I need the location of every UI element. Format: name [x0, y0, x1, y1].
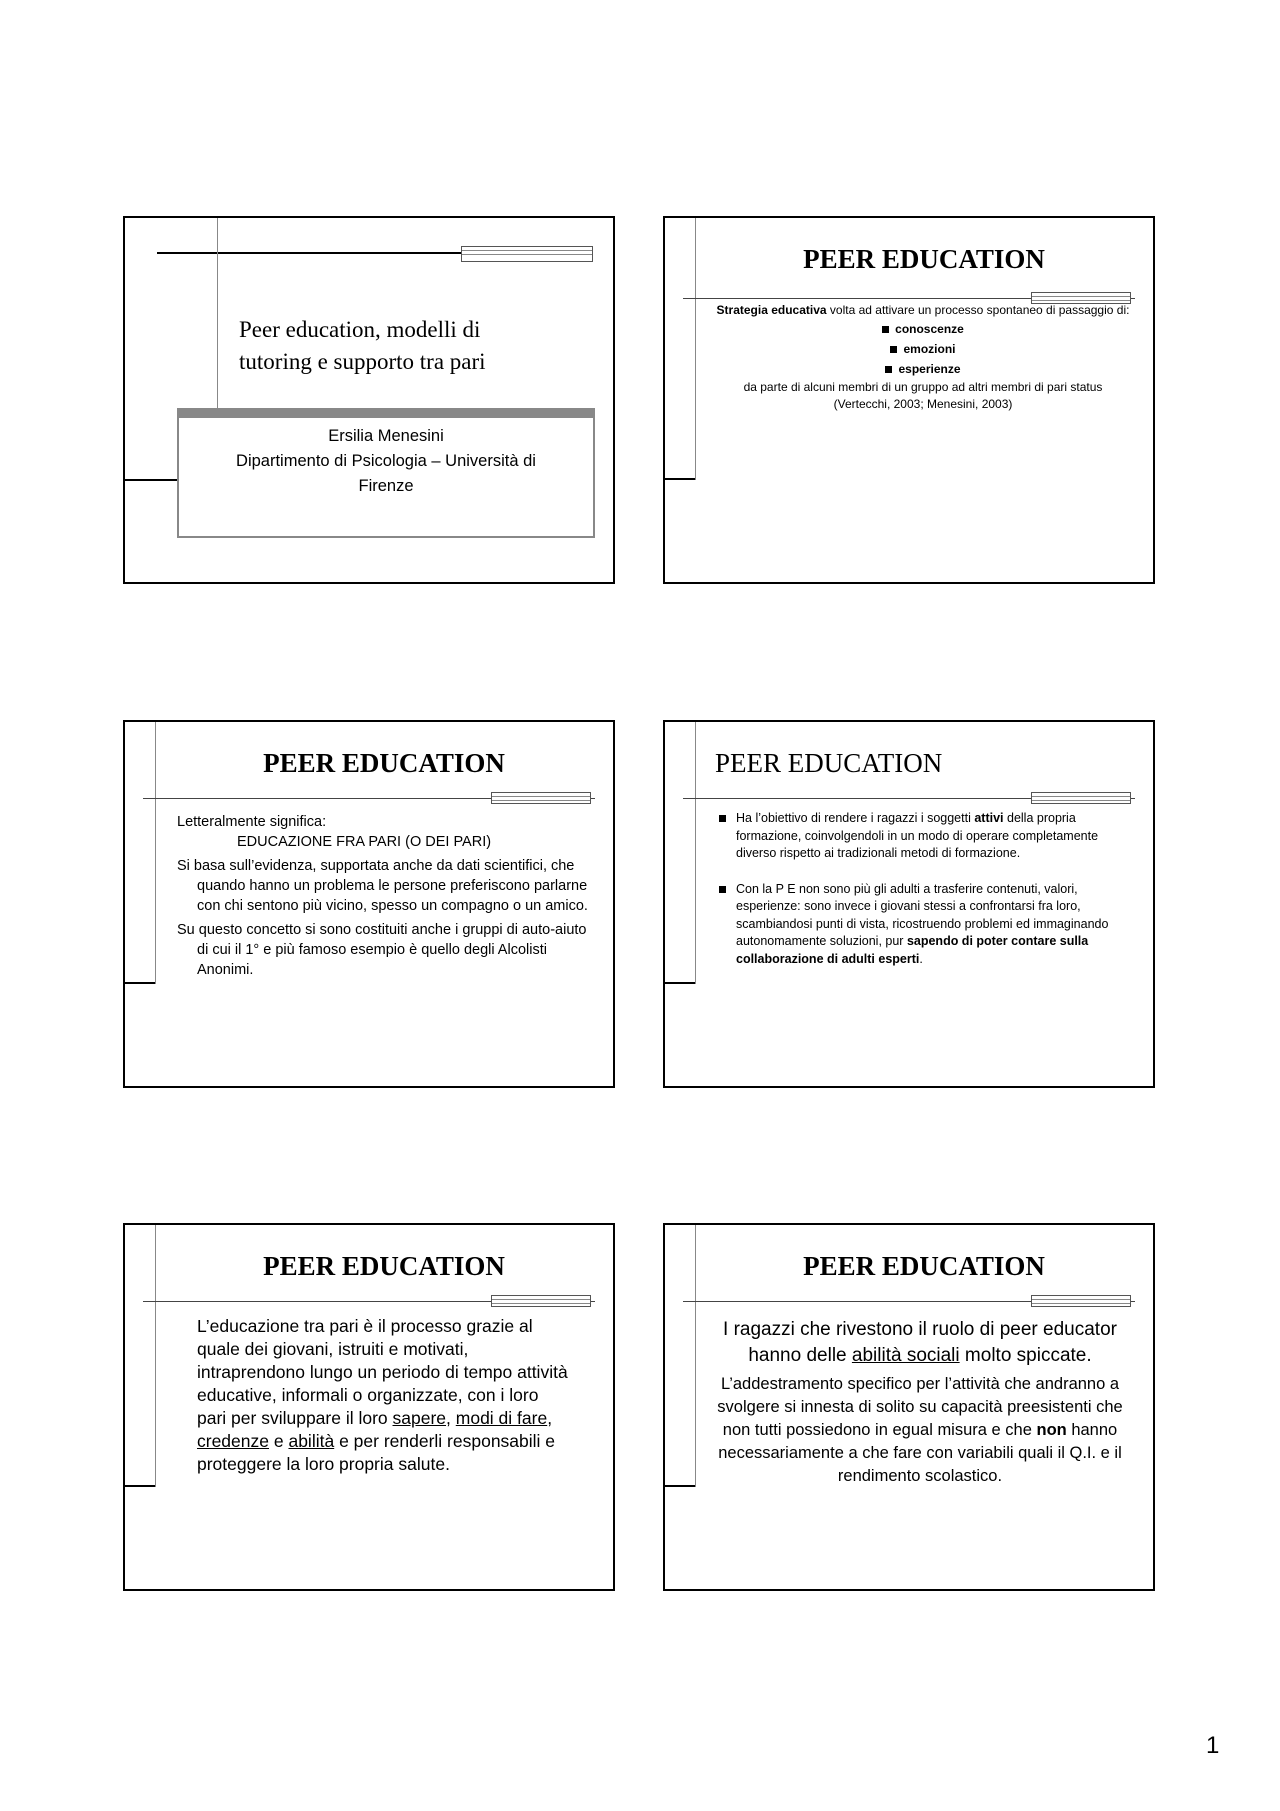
slide5-deco-bar — [491, 1295, 591, 1307]
slide3-notch — [125, 982, 155, 984]
slide2-bullet-text: emozioni — [903, 342, 956, 356]
slide5-t2: , — [446, 1408, 456, 1428]
slide3-line2: EDUCAZIONE FRA PARI (O DEI PARI) — [237, 834, 492, 850]
slide-1 — [123, 216, 615, 584]
slide1-author-box — [177, 408, 595, 538]
slide1-author: Ersilia Menesini — [328, 427, 444, 445]
slide4-body — [719, 810, 1127, 986]
slide-3 — [123, 720, 615, 1088]
slide1-title-line1: Peer education, modelli di — [239, 317, 481, 342]
slide4-b1-pre: Ha l’obiettivo di rendere i ragazzi i soggetti — [736, 811, 975, 825]
slide4-bullet-2 — [719, 881, 1127, 969]
slide1-deco-bar — [461, 246, 593, 262]
slide2-title: PEER EDUCATION — [803, 244, 1045, 274]
slide6-p2-pre: L’addestramento specifico per l’attività che andranno a svolgere si innesta di solito su capacità preesistenti che non tutti possiedono in egual misura e che — [717, 1375, 1123, 1439]
slide3-title: PEER EDUCATION — [263, 748, 505, 778]
slide4-b2-pre: Con la P E non sono più gli adulti a trasferire contenuti, valori, esperienze: sono invece i giovani stessi a confrontarsi fra loro, scambiandosi punti di vista, ricostruendo problemi ed immaginando autonomamente soluzioni, pur — [736, 881, 1109, 948]
slide5-t4: e — [269, 1431, 289, 1451]
slide4-title: PEER EDUCATION — [715, 748, 943, 778]
slide1-title — [239, 314, 486, 378]
slide3-line1: Letteralmente significa: — [177, 814, 327, 830]
slide5-title: PEER EDUCATION — [263, 1251, 505, 1281]
slide6-p1-pre: I ragazzi che rivestono il ruolo di peer educator hanno delle — [723, 1319, 1117, 1366]
slide6-p2-bold: non — [1036, 1421, 1067, 1439]
square-bullet-icon — [719, 815, 726, 822]
slide4-b2-post: . — [919, 951, 923, 966]
slide2-intro-bold: Strategia educativa — [716, 303, 827, 317]
slide5-u4: abilità — [288, 1431, 335, 1451]
slide1-vline — [217, 218, 218, 410]
slide2-bullet — [703, 319, 1143, 339]
slide6-body — [709, 1317, 1131, 1488]
slide4-b1-post: della propria formazione, coinvolgendoli in un modo di operare completamente diverso rispetto ai tradizionali metodi di formazione. — [736, 811, 1099, 860]
slide3-body — [177, 812, 593, 980]
slide4-deco-bar — [1031, 792, 1131, 804]
slide1-notch — [125, 479, 177, 481]
slide3-para1: Si basa sull’evidenza, supportata anche da dati scientifici, che quando hanno un problema le persone preferiscono parlarne con chi sentono più vicino, spesso un compagno o un amico. — [177, 858, 588, 914]
slide5-t1: L’educazione tra pari è il processo grazie al quale dei giovani, istruiti e motivati, intraprendono lungo un periodo di tempo attività educative, informali o organizzate, con i loro pari per sviluppare il loro — [197, 1316, 568, 1428]
slide2-intro-rest: volta ad attivare un processo spontaneo di passaggio di: — [826, 303, 1130, 317]
square-bullet-icon — [885, 366, 892, 373]
slide6-para1 — [709, 1317, 1131, 1369]
slide6-title: PEER EDUCATION — [803, 1251, 1045, 1281]
slide4-b2-bold: sapendo di poter contare sulla collaborazione di adulti esperti — [736, 934, 1089, 966]
slide5-t5: e per renderli responsabili e proteggere la loro propria salute. — [197, 1431, 556, 1474]
slide4-b1-bold: attivi — [974, 811, 1004, 825]
slide5-notch — [125, 1485, 155, 1487]
slide6-deco-bar — [1031, 1295, 1131, 1307]
square-bullet-icon — [882, 326, 889, 333]
slide4-bullet-1 — [719, 810, 1127, 863]
square-bullet-icon — [719, 886, 726, 893]
slide5-body — [197, 1315, 571, 1476]
slide-6 — [663, 1223, 1155, 1591]
slide5-text — [197, 1315, 571, 1476]
slide2-bullet-text: esperienze — [898, 362, 961, 376]
slide-4 — [663, 720, 1155, 1088]
slide3-para2: Su questo concetto si sono costituiti anche i gruppi di auto-aiuto di cui il 1° e più famoso esempio è quello degli Alcolisti Anonimi. — [177, 922, 587, 978]
slide4-notch — [665, 982, 695, 984]
slide4-bullet-2-text — [736, 881, 1127, 969]
slide2-closing: da parte di alcuni membri di un gruppo ad altri membri di pari status (Vertecchi, 2003; Menesini, 2003) — [743, 380, 1103, 411]
slide1-title-line2: tutoring e supporto tra pari — [239, 349, 486, 374]
slide5-u2: modi di fare — [455, 1408, 548, 1428]
slide2-body — [703, 302, 1143, 413]
page-number: 1 — [1206, 1732, 1220, 1759]
slide2-bullet — [703, 339, 1143, 359]
slide4-vline — [695, 722, 696, 984]
slide1-affiliation-line2: Firenze — [358, 477, 414, 495]
slide1-affiliation-line1: Dipartimento di Psicologia – Università di — [236, 452, 536, 470]
slide2-bullet-text: conoscenze — [895, 322, 964, 336]
slide6-para2 — [709, 1373, 1131, 1488]
slide6-p1-post: molto spiccate. — [959, 1345, 1092, 1366]
slide5-t3: , — [547, 1408, 553, 1428]
slide5-u3: credenze — [197, 1431, 269, 1451]
slide2-intro — [703, 302, 1143, 319]
slide4-bullet-1-text — [736, 810, 1127, 863]
slide2-notch — [665, 478, 695, 480]
slide3-deco-bar — [491, 792, 591, 804]
slide2-bullet — [703, 359, 1143, 379]
square-bullet-icon — [890, 346, 897, 353]
slide5-u1: sapere — [392, 1408, 447, 1428]
slide-2 — [663, 216, 1155, 584]
slide6-p2-post: hanno necessariamente a che fare con variabili quali il Q.I. e il rendimento scolastico. — [718, 1421, 1122, 1485]
slide-5 — [123, 1223, 615, 1591]
slide6-notch — [665, 1485, 695, 1487]
slide6-p1-u: abilità sociali — [851, 1345, 960, 1366]
slide1-top-line — [157, 252, 472, 254]
